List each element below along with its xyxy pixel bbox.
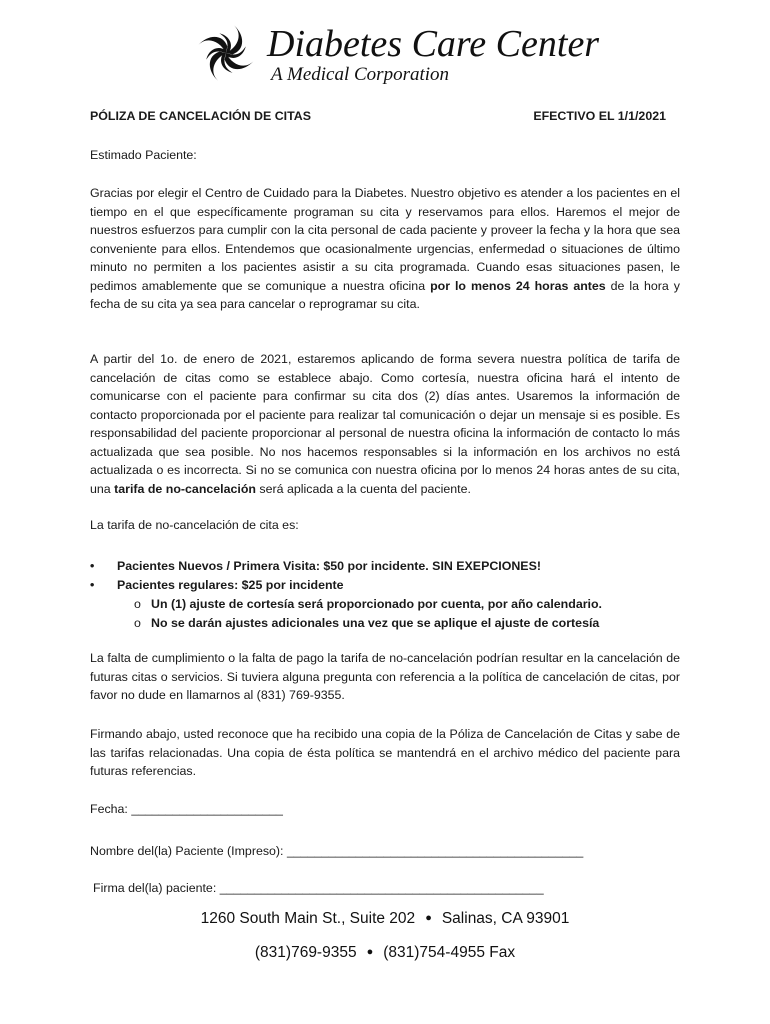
sub-list-item-text: No se darán ajustes adicionales una vez que se aplique el ajuste de cortesía xyxy=(151,616,600,630)
sub-list-item xyxy=(90,595,680,614)
paragraph-policy xyxy=(90,350,680,498)
greeting: Estimado Paciente: xyxy=(90,148,197,162)
paragraph-policy-emphasis: tarifa de no-cancelación xyxy=(114,481,256,496)
circle-bullet-icon: o xyxy=(134,597,141,611)
date-field[interactable]: Fecha: ______________________ xyxy=(90,802,283,816)
company-logo xyxy=(192,18,600,88)
paragraph-policy-text-1: A partir del 1o. de enero de 2021, estaremos aplicando de forma severa nuestra política de tarifa de cancelación de citas como se establece abajo. Como cortesía, nuestra oficina hará el intento de comunicarse con el paciente para confirmar su cita dos (2) días antes. Usaremos la información de contacto proporcionada por el paciente para realizar tal comunicación o dejar un mensaje si es posible. Es responsabilidad del paciente proporcionar al personal de nuestra oficina la información de contacto lo más actualizada que sea posible. No nos hacemos responsables si la información en los archivos no está actualizada o es incorrecta. Si no se comunica con nuestra oficina por lo menos 24 horas antes de su cita, una xyxy=(90,352,680,496)
list-item-text: Pacientes Nuevos / Primera Visita: $50 por incidente. SIN EXEPCIONES! xyxy=(117,559,541,573)
separator-dot-icon: ● xyxy=(366,946,374,958)
document-header xyxy=(90,107,680,126)
paragraph-intro-text-1: Gracias por elegir el Centro de Cuidado para la Diabetes. Nuestro objetivo es atender a los pacientes en el tiempo en el que específicamente programan su cita y reservamos para ellos. Haremos el mejor de nuestros esfuerzos para cumplir con la cita personal de cada paciente y proveer la fecha y la hora que sea conveniente para ellos. Entendemos que ocasionalmente urgencias, enfermedad o situaciones de último minuto no permiten a los pacientes asistir a su cita programada. Cuando esas situaciones pasen, le pedimos amablemente que se comunique a nuestra oficina xyxy=(90,186,680,293)
patient-name-field[interactable]: Nombre del(la) Paciente (Impreso): ___________________________________________ xyxy=(90,844,584,858)
footer-address xyxy=(0,910,770,928)
list-item-text: Pacientes regulares: $25 por incidente xyxy=(117,578,344,592)
document-title: PÓLIZA DE CANCELACIÓN DE CITAS xyxy=(90,109,311,123)
list-item xyxy=(90,576,680,595)
effective-date: EFECTIVO EL 1/1/2021 xyxy=(533,109,666,123)
circle-bullet-icon: o xyxy=(134,616,141,630)
city-line: Salinas, CA 93901 xyxy=(441,910,570,927)
footer-contact xyxy=(0,944,770,962)
signature-field[interactable]: Firma del(la) paciente: _______________________________________________ xyxy=(93,881,544,895)
address-line: 1260 South Main St., Suite 202 xyxy=(200,910,416,927)
sub-list-item-text: Un (1) ajuste de cortesía será proporcionado por cuenta, por año calendario. xyxy=(151,597,602,611)
paragraph-intro-text-2: de la hora y fecha de su cita ya sea para cancelar o reprogramar su cita. xyxy=(90,278,680,311)
separator-dot-icon: ● xyxy=(425,912,432,924)
fax-number: (831)754-4955 Fax xyxy=(383,944,516,961)
fee-list xyxy=(90,557,680,633)
phone-number: (831)769-9355 xyxy=(254,944,357,961)
paragraph-intro xyxy=(90,184,680,314)
list-item xyxy=(90,557,680,576)
company-name: Diabetes Care Center xyxy=(267,23,600,65)
swirl-logo-icon xyxy=(192,20,260,86)
paragraph-consequences: La falta de cumplimiento o la falta de pago la tarifa de no-cancelación podrían resultar en la cancelación de futuras citas o servicios. Si tuviera alguna pregunta con referencia a la política de cancelación de citas, por favor no dude en llamarnos al (831) 769-9355. xyxy=(90,651,680,702)
paragraph-intro-emphasis: por lo menos 24 horas antes xyxy=(430,278,606,293)
sub-list-item xyxy=(90,614,680,633)
bullet-icon: • xyxy=(90,578,95,592)
paragraph-acknowledgement: Firmando abajo, usted reconoce que ha recibido una copia de la Póliza de Cancelación de Citas y sabe de las tarifas relacionadas. Una copia de ésta política se mantendrá en el archivo médico del paciente para futuras referencias. xyxy=(90,727,680,778)
bullet-icon: • xyxy=(90,559,95,573)
paragraph-policy-text-2: será aplicada a la cuenta del paciente. xyxy=(255,481,471,496)
fee-intro: La tarifa de no-cancelación de cita es: xyxy=(90,518,299,532)
company-subtitle: A Medical Corporation xyxy=(271,64,450,85)
